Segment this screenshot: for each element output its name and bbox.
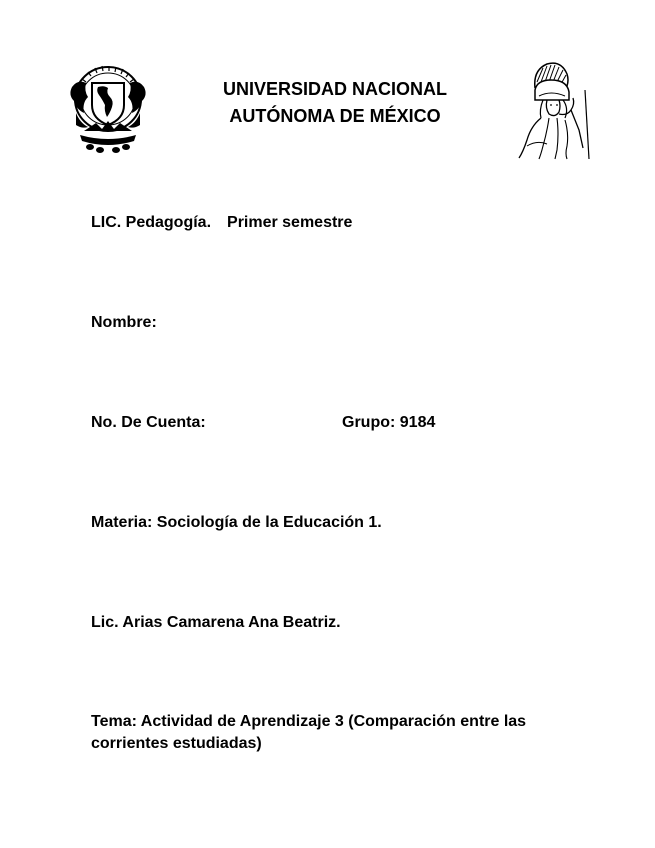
university-title-line-1: UNIVERSIDAD NACIONAL [222,79,447,99]
semester-text: Primer semestre [227,214,353,231]
group-number: Grupo: 9184 [342,414,436,431]
university-title [160,76,510,130]
university-title-line-2: AUTÓNOMA DE MÉXICO [229,106,441,126]
unam-coat-of-arms-logo [62,57,154,157]
athena-figure-logo [513,60,593,160]
subject-text: Materia: Sociología de la Educación 1. [91,514,382,531]
name-label: Nombre: [91,314,157,331]
topic-text: Tema: Actividad de Aprendizaje 3 (Comparación entre las corrientes estudiadas) [91,713,527,752]
account-number-label: No. De Cuenta: [91,414,206,431]
teacher-name: Lic. Arias Camarena Ana Beatriz. [91,614,341,631]
degree-text: LIC. Pedagogía. [91,214,212,231]
degree-semester-line [91,212,352,234]
